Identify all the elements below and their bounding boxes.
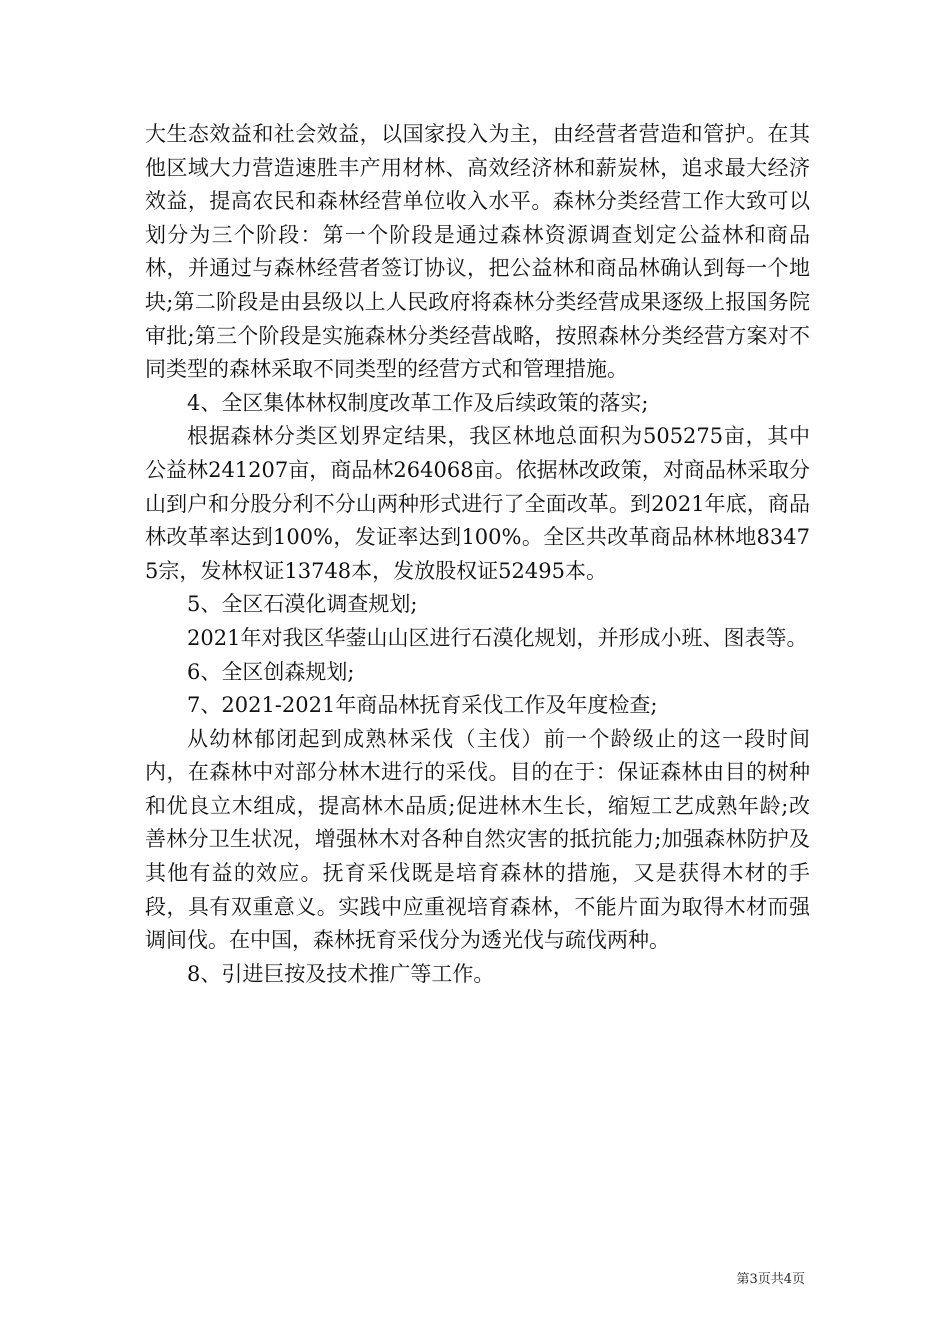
paragraph-thinning: 从幼林郁闭起到成熟林采伐（主伐）前一个龄级止的这一段时间内，在森林中对部分林木进行的采伐。目的在于：保证森林由目的树种和优良立木组成，提高林木品质;促进林木生长，缩短工艺成熟年龄;改善林分卫生状况，增强林木对各种自然灾害的抵抗能力;加强森林防护及其他有益的效应。抚育采伐既是培育森林的措施，又是获得木材的手段，具有双重意义。实践中应重视培育森林，不能片面为取得木材而强调间伐。在中国，森林抚育采伐分为透光伐与疏伐两种。 bbox=[145, 726, 810, 953]
list-item-7: 7、2021-2021年商品林抚育采伐工作及年度检查; bbox=[187, 693, 658, 718]
paragraph-desertification: 2021年对我区华蓥山山区进行石漠化规划，并形成小班、图表等。 bbox=[187, 625, 808, 650]
list-item-8: 8、引进巨按及技术推广等工作。 bbox=[187, 961, 495, 986]
list-item-5: 5、全区石漠化调查规划; bbox=[187, 592, 418, 617]
page-body bbox=[145, 118, 810, 991]
list-item-6: 6、全区创森规划; bbox=[187, 659, 355, 684]
paragraph-continued: 大生态效益和社会效益，以国家投入为主，由经营者营造和管护。在其他区域大力营造速胜丰产用材林、高效经济林和薪炭林，追求最大经济效益，提高农民和森林经营单位收入水平。森林分类经营工作大致可以划分为三个阶段：第一个阶段是通过森林资源调查划定公益林和商品林，并通过与森林经营者签订协议，把公益林和商品林确认到每一个地块;第二阶段是由县级以上人民政府将森林分类经营成果逐级上报国务院审批;第三个阶段是实施森林分类经营战略，按照森林分类经营方案对不同类型的森林采取不同类型的经营方式和管理措施。 bbox=[145, 122, 810, 382]
paragraph-forest-reform: 根据森林分类区划界定结果，我区林地总面积为505275亩，其中公益林241207亩，商品林264068亩。依据林改政策，对商品林采取分山到户和分股分利不分山两种形式进行了全面改革。到2021年底，商品林改革率达到100%，发证率达到100%。全区共改革商品林林地83475宗，发林权证13748本，发放股权证52495本。 bbox=[145, 424, 810, 583]
page-number: 第3页共4页 bbox=[736, 1272, 805, 1287]
list-item-4: 4、全区集体林权制度改革工作及后续政策的落实; bbox=[187, 390, 649, 415]
